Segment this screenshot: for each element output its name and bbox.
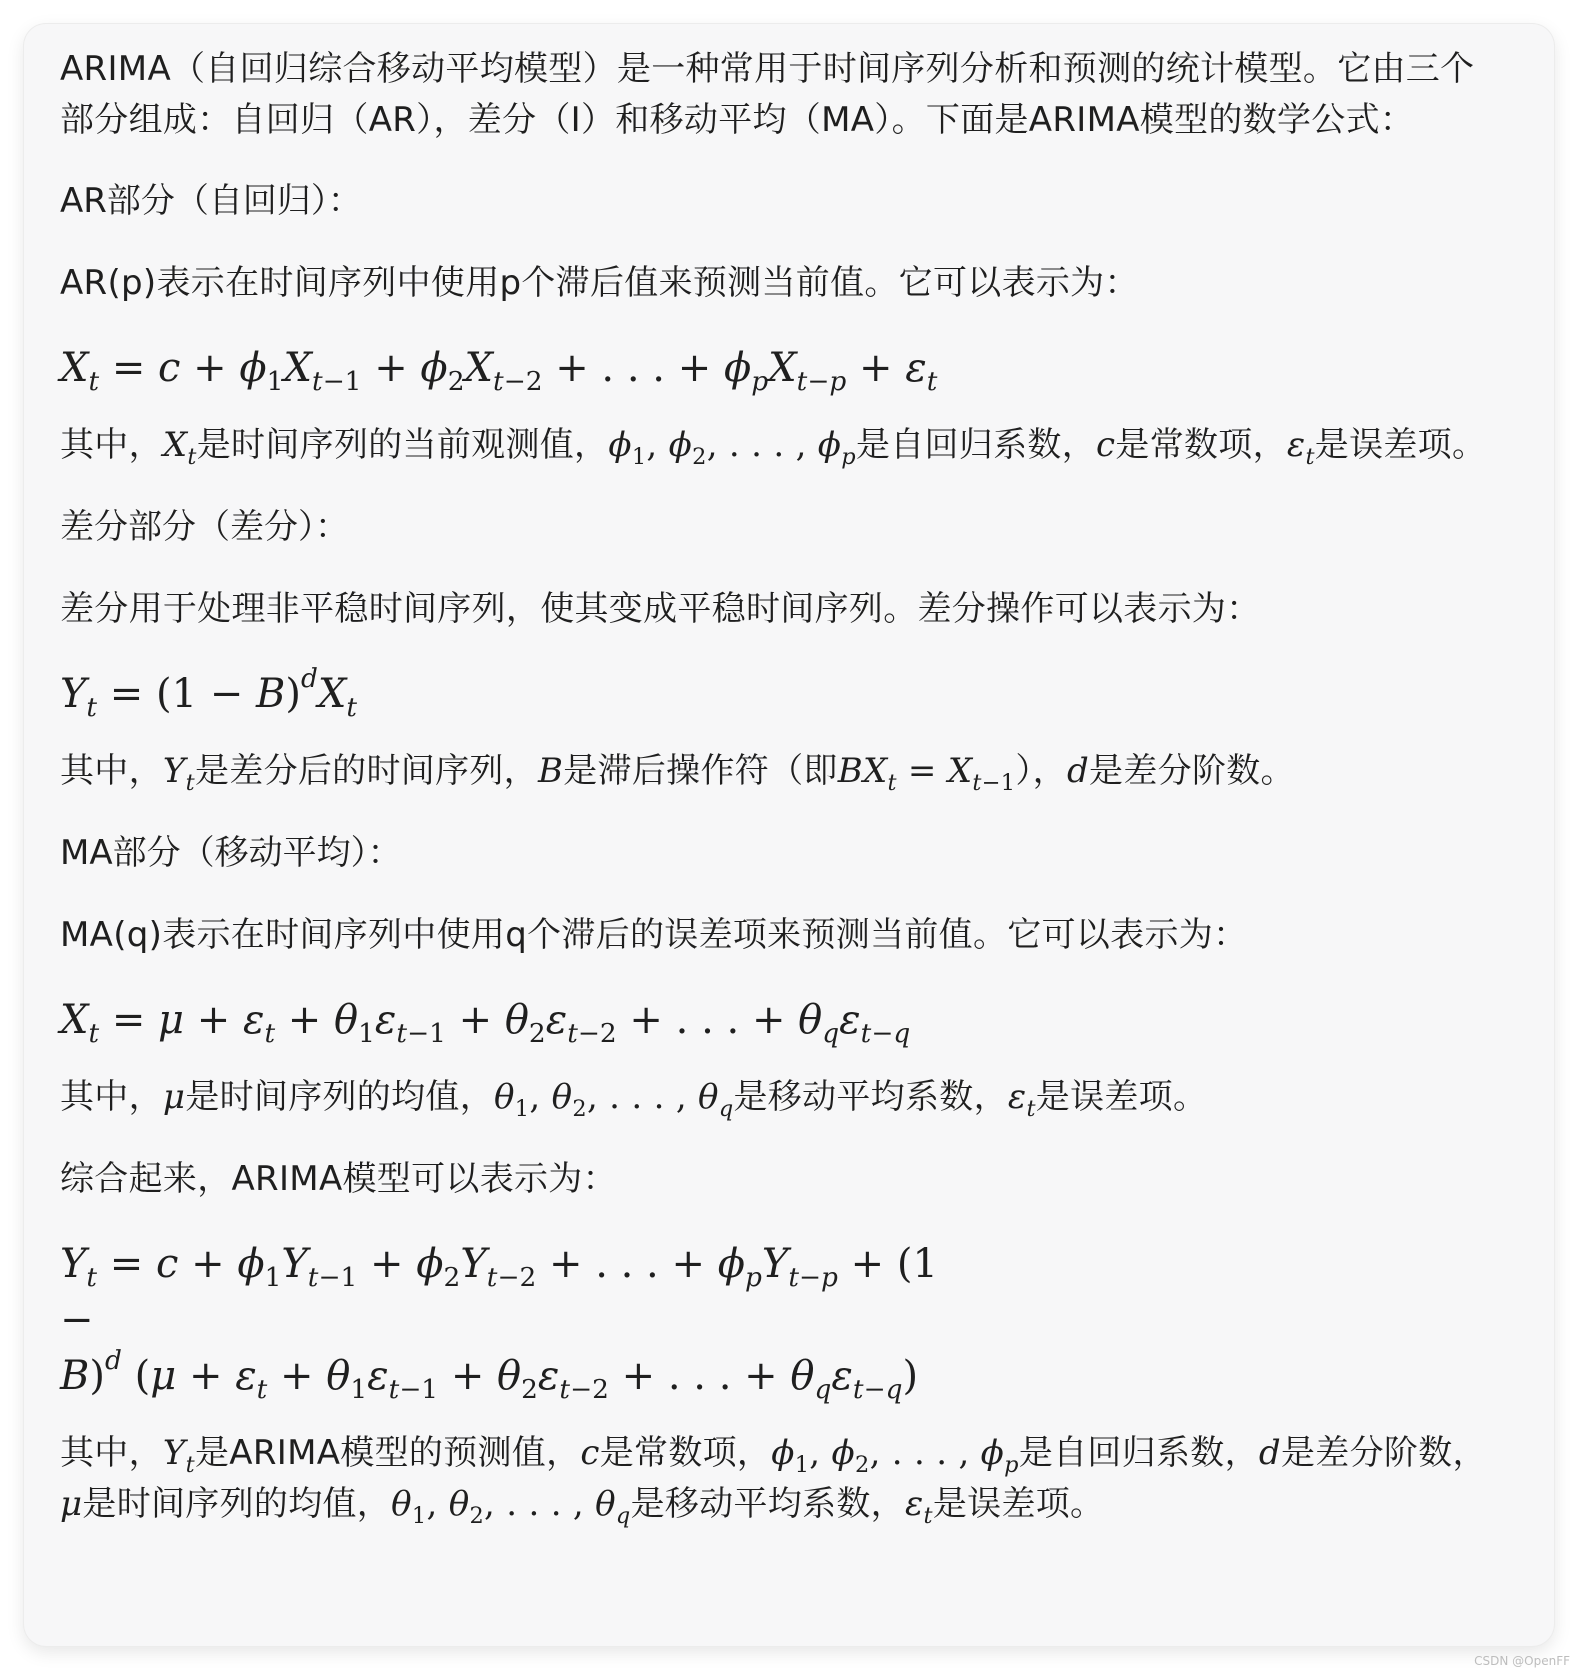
math-eps-t-3: $\varepsilon_t$ — [904, 1484, 933, 1529]
combined-where-2: 是ARIMA模型的预测值， — [194, 1433, 581, 1473]
ma-where-2: 是时间序列的均值， — [185, 1077, 495, 1117]
diff-heading: 差分部分（差分）： — [60, 507, 349, 547]
combined-where-4: 是自回归系数， — [1018, 1433, 1259, 1473]
ar-where-2: 是时间序列的当前观测值， — [196, 425, 609, 465]
math-mu: μ — [162, 1077, 186, 1117]
math-bxt: $BX_t = X_{t-1}$ — [837, 751, 1016, 796]
diff-explanation — [60, 746, 1496, 797]
ma-where-1: 其中， — [60, 1077, 163, 1117]
math-theta-list-2: $\theta_1$, $\theta_2$, . . . , $\theta_q$ — [391, 1484, 631, 1529]
math-eps-t-2: $\varepsilon_t$ — [1007, 1077, 1036, 1122]
math-xt: $X_t$ — [162, 425, 197, 470]
diff-where-3: 是滞后操作符（即 — [563, 751, 838, 791]
ma-where-3: 是移动平均系数， — [733, 1077, 1008, 1117]
message-card — [24, 24, 1554, 1646]
ma-heading: MA部分（移动平均）： — [60, 833, 402, 873]
math-yt-2: $Y_t$ — [162, 1433, 195, 1478]
math-d: d — [1066, 751, 1090, 791]
math-theta-list: $\theta_1$, $\theta_2$, . . . , $\theta_q$ — [494, 1077, 734, 1122]
math-c: c — [1096, 425, 1116, 465]
watermark: CSDN @OpenFF — [1474, 1654, 1570, 1668]
ar-where-1: 其中， — [60, 425, 163, 465]
combined-where-5: 是差分阶数， — [1281, 1433, 1487, 1473]
math-phi-list: $\phi_1$, $\phi_2$, . . . , $\phi_p$ — [608, 425, 856, 470]
combined-description: 综合起来，ARIMA模型可以表示为： — [60, 1159, 617, 1199]
math-yt: $Y_t$ — [162, 751, 195, 796]
ma-equation: $X_t = \mu + \varepsilon_t + \theta_1\varepsilon_{t-1} + \theta_2\varepsilon_{t-2}$ + . . . + $\theta_q\varepsilon_{t-q}$ — [60, 997, 911, 1050]
combined-where-8: 是误差项。 — [932, 1484, 1105, 1524]
diff-where-2: 是差分后的时间序列， — [194, 751, 538, 791]
combined-where-6: 是时间序列的均值， — [82, 1484, 392, 1524]
math-phi-list-2: $\phi_1$, $\phi_2$, . . . , $\phi_p$ — [771, 1433, 1019, 1478]
diff-where-5: 是差分阶数。 — [1089, 751, 1295, 791]
ma-description: MA(q)表示在时间序列中使用q个滞后的误差项来预测当前值。它可以表示为： — [60, 915, 1248, 955]
combined-where-3: 是常数项， — [599, 1433, 772, 1473]
diff-description: 差分用于处理非平稳时间序列，使其变成平稳时间序列。差分操作可以表示为： — [60, 589, 1261, 629]
math-d-2: d — [1258, 1433, 1281, 1473]
ar-where-5: 是误差项。 — [1314, 425, 1487, 465]
intro-paragraph: ARIMA（自回归综合移动平均模型）是一种常用于时间序列分析和预测的统计模型。它由三个部分组成：自回归（AR），差分（I）和移动平均（MA）。下面是ARIMA模型的数学公式： — [60, 49, 1475, 140]
ar-where-4: 是常数项， — [1115, 425, 1287, 465]
math-b: B — [537, 751, 564, 791]
diff-where-4: ）， — [1015, 751, 1067, 791]
ar-equation: $X_t = c + \phi_1X_{t-1} + \phi_2X_{t-2}$ + . . . + $\phi_pX_{t-p} + \varepsilon_t$ — [60, 345, 938, 398]
diff-equation: $Y_t = (1 - B)^dX_t$ — [60, 663, 357, 724]
ma-where-4: 是误差项。 — [1035, 1077, 1208, 1117]
combined-where-1: 其中， — [60, 1433, 163, 1473]
diff-where-1: 其中， — [60, 751, 163, 791]
ar-heading: AR部分（自回归）： — [60, 181, 362, 221]
ar-where-3: 是自回归系数， — [855, 425, 1097, 465]
ar-description: AR(p)表示在时间序列中使用p个滞后值来预测当前值。它可以表示为： — [60, 263, 1139, 303]
combined-explanation — [60, 1428, 1496, 1530]
math-mu-2: μ — [60, 1484, 83, 1524]
math-c-2: c — [580, 1433, 600, 1473]
ar-explanation — [60, 420, 1496, 471]
combined-where-7: 是移动平均系数， — [630, 1484, 905, 1524]
math-eps-t: $\varepsilon_t$ — [1286, 425, 1315, 470]
combined-equation: $Y_t = c + \phi_1Y_{t-1} + \phi_2Y_{t-2}$ + . . . + $\phi_pY_{t-p} + (1$ − B)$^d$ ($\mu + \varepsilon_t + \theta_1\varepsilon_{t-1} + \theta_2\varepsilon_{t-2}$ + . . . + $\theta_q\varepsilon_{t-q}$) — [60, 1241, 938, 1406]
ma-explanation — [60, 1072, 1496, 1123]
